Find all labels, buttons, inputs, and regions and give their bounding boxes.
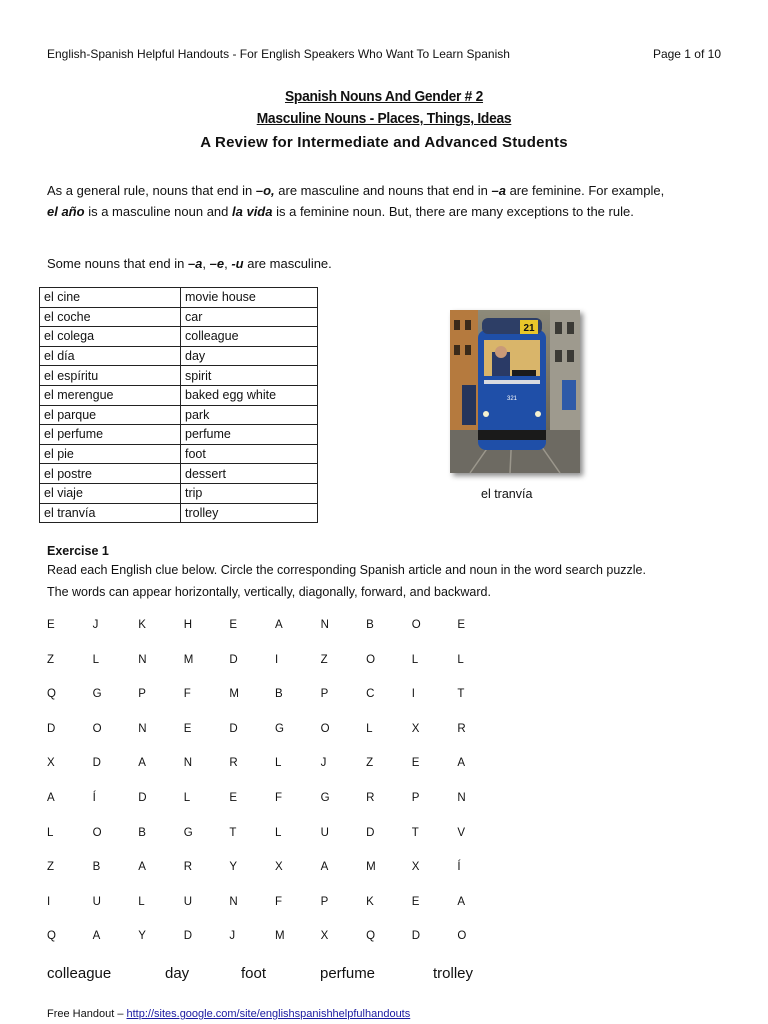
puzzle-letter[interactable]: X — [411, 861, 420, 874]
english-meaning: perfume — [181, 425, 318, 445]
english-meaning: spirit — [181, 366, 318, 386]
handout-link[interactable]: http://sites.google.com/site/englishspanishhelpfulhandouts — [126, 1008, 411, 1020]
puzzle-row — [47, 861, 503, 896]
puzzle-letter[interactable]: Z — [47, 653, 55, 666]
puzzle-letter[interactable]: G — [274, 722, 284, 735]
puzzle-letter[interactable]: E — [411, 895, 420, 908]
puzzle-row — [47, 827, 503, 862]
puzzle-letter[interactable]: T — [457, 688, 465, 701]
puzzle-letter[interactable]: Q — [47, 930, 56, 943]
clue-word: colleague — [47, 965, 112, 982]
vocab-row — [40, 425, 318, 445]
puzzle-letter[interactable]: Í — [92, 791, 96, 804]
puzzle-letter[interactable]: E — [47, 619, 55, 631]
puzzle-letter[interactable]: T — [411, 826, 419, 839]
puzzle-letter[interactable]: E — [229, 791, 238, 804]
word-search-grid — [47, 619, 503, 965]
puzzle-letter[interactable]: N — [229, 895, 238, 908]
puzzle-letter[interactable]: G — [92, 688, 102, 701]
puzzle-letter[interactable]: O — [92, 722, 102, 735]
puzzle-row — [47, 654, 503, 689]
photo-caption: el tranvía — [481, 487, 533, 501]
spanish-noun: el cine — [40, 288, 181, 308]
puzzle-letter[interactable]: A — [457, 895, 466, 908]
puzzle-letter[interactable]: H — [183, 619, 193, 631]
vocab-row — [40, 366, 318, 386]
vocab-row — [40, 464, 318, 484]
intro-paragraph: As a general rule, nouns that end in –o, are masculine and nouns that end in –a are feminine. For example, el año is a masculine noun and la vida is a feminine noun. But, there are many exceptions to the rule. — [47, 183, 665, 219]
example-masculine: el año — [47, 204, 85, 219]
english-meaning: dessert — [181, 464, 318, 484]
puzzle-row — [47, 619, 503, 654]
page-number: Page 1 of 10 — [652, 47, 721, 61]
vocab-row — [40, 405, 318, 425]
puzzle-letter[interactable]: D — [229, 722, 238, 735]
example-feminine: la vida — [232, 204, 273, 219]
puzzle-letter[interactable]: X — [274, 861, 283, 874]
puzzle-letter[interactable]: A — [47, 791, 55, 804]
puzzle-letter[interactable]: B — [92, 861, 101, 874]
puzzle-letter[interactable]: B — [138, 826, 146, 839]
english-meaning: trip — [181, 483, 318, 503]
puzzle-letter[interactable]: P — [320, 895, 329, 908]
puzzle-letter[interactable]: Z — [47, 861, 55, 874]
puzzle-row — [47, 792, 503, 827]
vocab-row — [40, 444, 318, 464]
puzzle-letter[interactable]: L — [47, 826, 54, 839]
puzzle-letter[interactable]: L — [183, 791, 191, 804]
puzzle-letter[interactable]: J — [229, 930, 236, 943]
spanish-noun: el colega — [40, 327, 181, 347]
vocab-row — [40, 385, 318, 405]
puzzle-letter[interactable]: L — [274, 757, 282, 770]
footer: Free Handout – http://sites.google.com/site/englishspanishhelpfulhandouts — [47, 1008, 411, 1020]
puzzle-letter[interactable]: K — [366, 895, 374, 908]
spanish-noun: el parque — [40, 405, 181, 425]
puzzle-letter[interactable]: L — [366, 722, 373, 735]
puzzle-letter[interactable]: C — [366, 688, 375, 701]
puzzle-letter[interactable]: R — [366, 791, 375, 804]
puzzle-letter[interactable]: L — [411, 653, 419, 666]
puzzle-letter[interactable]: D — [138, 791, 147, 804]
puzzle-letter[interactable]: O — [411, 619, 421, 631]
tram-photo — [450, 310, 580, 473]
route-number: 21 — [523, 323, 535, 334]
english-meaning: baked egg white — [181, 385, 318, 405]
english-meaning: colleague — [181, 327, 318, 347]
spanish-noun: el perfume — [40, 425, 181, 445]
spanish-noun: el día — [40, 346, 181, 366]
tram-image — [450, 310, 580, 473]
puzzle-letter[interactable]: U — [183, 895, 193, 908]
puzzle-letter[interactable]: N — [138, 722, 147, 735]
puzzle-letter[interactable]: D — [229, 653, 238, 666]
puzzle-letter[interactable]: M — [274, 930, 285, 943]
puzzle-row — [47, 757, 503, 792]
puzzle-letter[interactable]: D — [411, 930, 421, 943]
spanish-noun: el espíritu — [40, 366, 181, 386]
puzzle-letter[interactable]: I — [274, 653, 279, 666]
puzzle-row — [47, 688, 503, 723]
puzzle-letter[interactable]: B — [366, 619, 374, 631]
puzzle-letter[interactable]: U — [320, 826, 329, 839]
puzzle-letter[interactable]: A — [457, 757, 466, 770]
puzzle-row — [47, 723, 503, 758]
puzzle-letter[interactable]: Z — [320, 653, 328, 666]
puzzle-letter[interactable]: J — [320, 757, 327, 770]
spanish-noun: el coche — [40, 307, 181, 327]
puzzle-letter[interactable]: N — [457, 791, 466, 804]
puzzle-letter[interactable]: A — [320, 861, 329, 874]
puzzle-letter[interactable]: X — [320, 930, 329, 943]
puzzle-letter[interactable]: I — [47, 895, 51, 908]
puzzle-letter[interactable]: E — [183, 722, 192, 735]
puzzle-letter[interactable]: Q — [366, 930, 376, 943]
puzzle-row — [47, 930, 503, 965]
puzzle-letter[interactable]: F — [274, 895, 282, 908]
puzzle-letter[interactable]: X — [47, 757, 55, 770]
ending-o: –o, — [255, 183, 275, 198]
english-meaning: trolley — [181, 503, 318, 523]
puzzle-letter[interactable]: V — [457, 826, 466, 839]
puzzle-letter[interactable]: U — [92, 895, 101, 908]
puzzle-letter[interactable]: Í — [457, 861, 461, 874]
puzzle-letter[interactable]: O — [320, 722, 330, 735]
puzzle-letter[interactable]: N — [320, 619, 329, 631]
vocab-row — [40, 483, 318, 503]
exercise-instructions-2: The words can appear horizontally, vertically, diagonally, forward, and backward. — [47, 585, 491, 599]
spanish-noun: el postre — [40, 464, 181, 484]
vocabulary-table — [39, 287, 318, 523]
puzzle-letter[interactable]: A — [138, 757, 146, 770]
header-title: English-Spanish Helpful Handouts - For English Speakers Who Want To Learn Spanish — [47, 47, 510, 61]
puzzle-letter[interactable]: A — [92, 930, 101, 943]
puzzle-letter[interactable]: B — [274, 688, 283, 701]
puzzle-letter[interactable]: X — [411, 722, 420, 735]
puzzle-letter[interactable]: R — [229, 757, 238, 770]
english-meaning: day — [181, 346, 318, 366]
puzzle-letter[interactable]: M — [183, 653, 194, 666]
clue-word: trolley — [433, 965, 474, 982]
spanish-noun: el merengue — [40, 385, 181, 405]
puzzle-letter[interactable]: O — [457, 930, 467, 943]
puzzle-letter[interactable]: L — [138, 895, 145, 908]
puzzle-letter[interactable]: R — [183, 861, 193, 874]
exceptions-intro: Some nouns that end in –a, –e, -u are masculine. — [47, 256, 332, 271]
puzzle-letter[interactable]: P — [320, 688, 329, 701]
puzzle-letter[interactable]: N — [138, 653, 147, 666]
puzzle-letter[interactable]: D — [47, 722, 56, 735]
puzzle-letter[interactable]: Z — [366, 757, 374, 770]
clue-word: day — [165, 965, 190, 982]
puzzle-letter[interactable]: E — [229, 619, 238, 631]
puzzle-letter[interactable]: L — [92, 653, 99, 666]
puzzle-letter[interactable]: E — [411, 757, 420, 770]
puzzle-letter[interactable]: R — [457, 722, 466, 735]
puzzle-letter[interactable]: P — [411, 791, 420, 804]
puzzle-letter[interactable]: T — [229, 826, 237, 839]
puzzle-letter[interactable]: I — [411, 688, 415, 701]
ending-a: –a — [491, 183, 506, 198]
document-subtitle: Masculine Nouns - Places, Things, Ideas — [256, 110, 512, 127]
puzzle-letter[interactable]: Y — [138, 930, 146, 943]
car-number: 321 — [506, 396, 518, 402]
puzzle-letter[interactable]: P — [138, 688, 146, 701]
puzzle-letter[interactable]: G — [320, 791, 330, 804]
english-meaning: park — [181, 405, 318, 425]
english-meaning: car — [181, 307, 318, 327]
english-meaning: movie house — [181, 288, 318, 308]
document-title: Spanish Nouns And Gender # 2 — [284, 88, 484, 105]
vocab-row — [40, 346, 318, 366]
vocab-row — [40, 327, 318, 347]
puzzle-letter[interactable]: G — [183, 826, 193, 839]
puzzle-letter[interactable]: M — [366, 861, 376, 874]
puzzle-letter[interactable]: M — [229, 688, 239, 701]
puzzle-letter[interactable]: Q — [47, 688, 56, 701]
spanish-noun: el viaje — [40, 483, 181, 503]
clue-word: perfume — [320, 965, 376, 982]
spanish-noun: el pie — [40, 444, 181, 464]
vocab-row — [40, 307, 318, 327]
exercise-title: Exercise 1 — [47, 544, 109, 558]
vocab-row — [40, 288, 318, 308]
puzzle-letter[interactable]: L — [274, 826, 282, 839]
puzzle-letter[interactable]: D — [183, 930, 193, 943]
puzzle-letter[interactable]: L — [457, 653, 464, 666]
exercise-instructions: Read each English clue below. Circle the corresponding Spanish article and noun in the word search puzzle. — [47, 563, 646, 577]
puzzle-letter[interactable]: J — [92, 619, 99, 631]
puzzle-letter[interactable]: F — [274, 791, 282, 804]
puzzle-letter[interactable]: A — [138, 861, 146, 874]
puzzle-letter[interactable]: K — [138, 619, 146, 631]
puzzle-letter[interactable]: N — [183, 757, 193, 770]
puzzle-letter[interactable]: O — [366, 653, 376, 666]
puzzle-letter[interactable]: D — [366, 826, 375, 839]
document-audience: A Review for Intermediate and Advanced Students — [200, 134, 568, 151]
puzzle-letter[interactable]: F — [183, 688, 191, 701]
puzzle-row — [47, 896, 503, 931]
puzzle-letter[interactable]: A — [274, 619, 283, 631]
english-meaning: foot — [181, 444, 318, 464]
vocab-row — [40, 503, 318, 523]
clue-word: foot — [241, 965, 267, 982]
spanish-noun: el tranvía — [40, 503, 181, 523]
puzzle-letter[interactable]: E — [457, 619, 466, 631]
puzzle-letter[interactable]: Y — [229, 861, 238, 874]
puzzle-letter[interactable]: D — [92, 757, 101, 770]
puzzle-letter[interactable]: O — [92, 826, 102, 839]
